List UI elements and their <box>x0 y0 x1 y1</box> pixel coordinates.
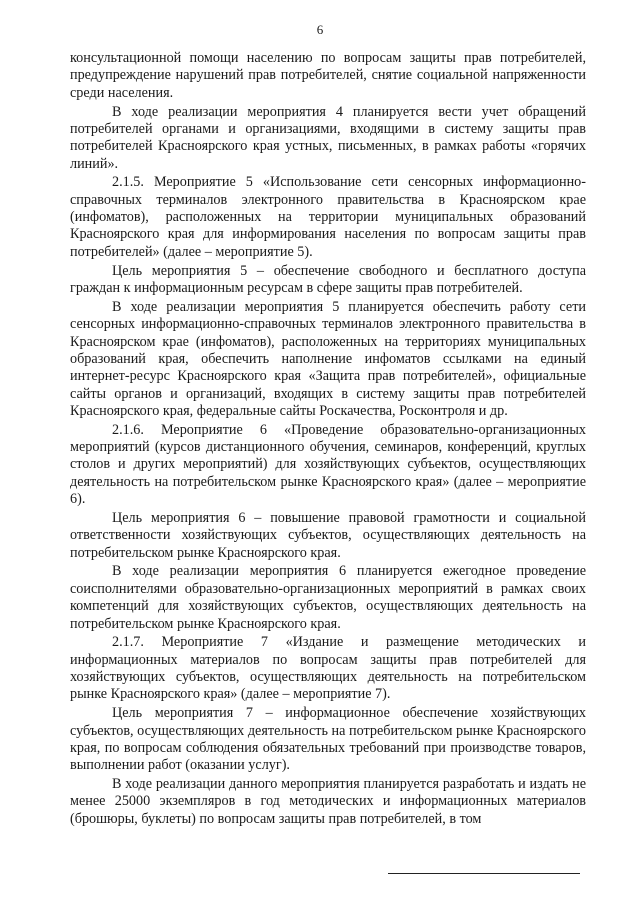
paragraph-event7-heading: 2.1.7. Мероприятие 7 «Издание и размещение методических и информационных материалов по вопросам защиты прав потребителей для хозяйствующих субъектов, осуществляющих деятельность на потребительском рынке Красноярского края» (далее – мероприятие 7). <box>70 634 586 703</box>
footer-divider <box>388 873 580 874</box>
paragraph-event6-heading: 2.1.6. Мероприятие 6 «Проведение образовательно-организационных мероприятий (курсов дистанционного обучения, семинаров, конференций, круглых столов и других мероприятий) для хозяйствующих субъектов, осуществляющих деятельность на потребительском рынке Красноярского края» (далее – мероприятие 6). <box>70 421 586 508</box>
paragraph-event5-execution: В ходе реализации мероприятия 5 планируется обеспечить работу сети сенсорных информационно-справочных терминалов электронного правительства в Красноярском крае (инфоматов), расположенных на территориях муниципальных образований края, обеспечить наполнение инфоматов ссылками на единый интернет-ресурс Красноярского края «Защита прав потребителей», официальные сайты органов и организаций, входящих в систему защиты прав потребителей Красноярского края, федеральные сайты Роскачества, Росконтроля и др. <box>70 298 586 419</box>
paragraph-event7-execution: В ходе реализации данного мероприятия планируется разработать и издать не менее 25000 экземпляров в год методических и информационных материалов (брошюры, буклеты) по вопросам защиты прав потребителей, в том <box>70 776 586 827</box>
body-text <box>70 50 586 830</box>
paragraph-continuation: консультационной помощи населению по вопросам защиты прав потребителей, предупреждение нарушений прав потребителей, снятие социальной напряженности среди населения. <box>70 50 586 101</box>
paragraph-event7-goal: Цель мероприятия 7 – информационное обеспечение хозяйствующих субъектов, осуществляющих деятельность на потребительском рынке Красноярского края, по вопросам соблюдения обязательных требований при производстве товаров, выполнении работ (оказании услуг). <box>70 705 586 774</box>
paragraph-event6-goal: Цель мероприятия 6 – повышение правовой грамотности и социальной ответственности хозяйствующих субъектов, осуществляющих деятельность на потребительском рынке Красноярского края. <box>70 509 586 561</box>
paragraph-event4-execution: В ходе реализации мероприятия 4 планируется вести учет обращений потребителей органами и организациями, входящими в систему защиты прав потребителей Красноярского края устных, письменных, в рамках работы «горячих линий». <box>70 103 586 172</box>
paragraph-event6-execution: В ходе реализации мероприятия 6 планируется ежегодное проведение соисполнителями образовательно-организационных мероприятий в рамках своих компетенций для хозяйствующих субъектов, осуществляющих деятельность на потребительском рынке Красноярского края. <box>70 563 586 632</box>
paragraph-event5-heading: 2.1.5. Мероприятие 5 «Использование сети сенсорных информационно-справочных терминалов электронного правительства в Красноярском крае (инфоматов), расположенных на территории муниципальных образований Красноярского края для информирования населения по вопросам защиты прав потребителей» (далее – мероприятие 5). <box>70 174 586 260</box>
page-number: 6 <box>316 22 324 37</box>
paragraph-event5-goal: Цель мероприятия 5 – обеспечение свободного и бесплатного доступа граждан к информационным ресурсам в сфере защиты прав потребителей. <box>70 262 586 296</box>
